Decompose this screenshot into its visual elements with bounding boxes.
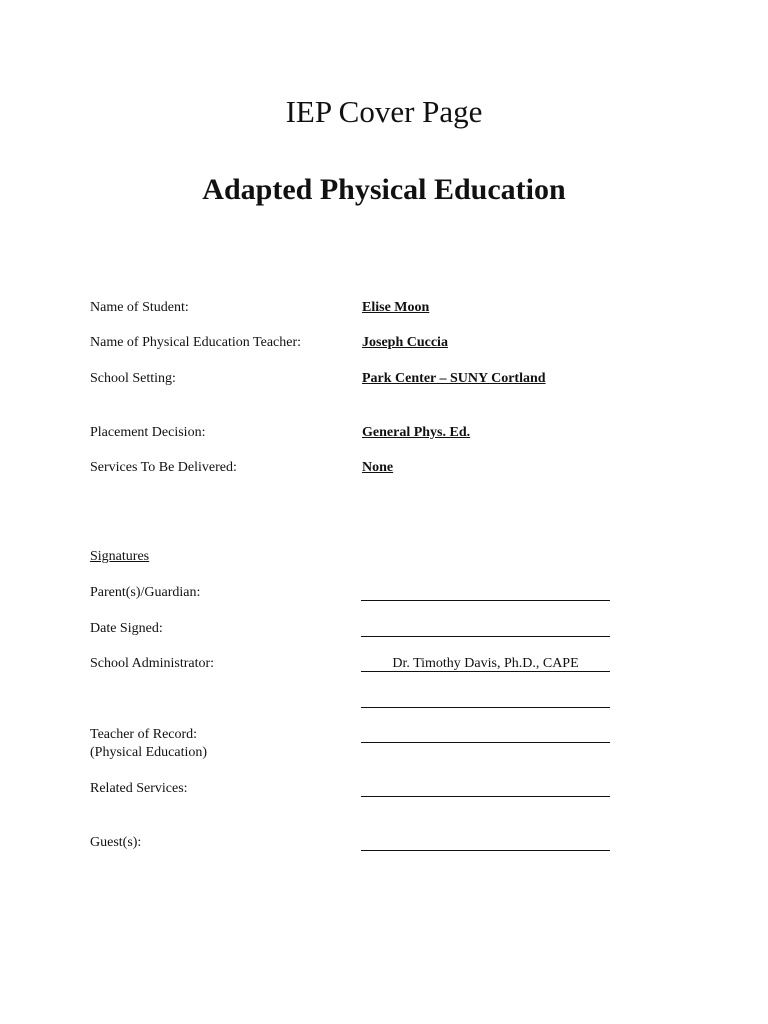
related-services-label: Related Services: bbox=[90, 781, 188, 796]
parent-guardian-label: Parent(s)/Guardian: bbox=[90, 585, 201, 600]
extra-signature-line[interactable] bbox=[361, 707, 610, 708]
placement-decision-label: Placement Decision: bbox=[90, 425, 206, 440]
teacher-name-value: Joseph Cuccia bbox=[362, 335, 448, 350]
date-signed-label: Date Signed: bbox=[90, 621, 163, 636]
page-title: IEP Cover Page bbox=[285, 94, 483, 129]
teacher-of-record-label: Teacher of Record: bbox=[90, 727, 198, 742]
teacher-name-label: Name of Physical Education Teacher: bbox=[90, 335, 302, 350]
school-setting-label: School Setting: bbox=[90, 371, 176, 386]
school-setting-value: Park Center – SUNY Cortland bbox=[362, 371, 546, 386]
teacher-of-record-signature-line[interactable] bbox=[361, 742, 610, 743]
teacher-of-record-sublabel: (Physical Education) bbox=[90, 745, 208, 760]
related-services-signature-line[interactable] bbox=[361, 796, 610, 797]
student-name-label: Name of Student: bbox=[90, 300, 189, 315]
parent-guardian-signature-line[interactable] bbox=[361, 600, 610, 601]
signatures-heading: Signatures bbox=[90, 549, 150, 564]
page-subtitle: Adapted Physical Education bbox=[202, 173, 566, 206]
services-value: None bbox=[362, 460, 394, 475]
school-administrator-label: School Administrator: bbox=[90, 656, 215, 671]
guests-signature-line[interactable] bbox=[361, 850, 610, 851]
date-signed-line[interactable] bbox=[361, 636, 610, 637]
school-administrator-signature-line[interactable] bbox=[361, 671, 610, 672]
placement-decision-value: General Phys. Ed. bbox=[362, 425, 471, 440]
student-name-value: Elise Moon bbox=[362, 300, 430, 315]
services-label: Services To Be Delivered: bbox=[90, 460, 237, 475]
guests-label: Guest(s): bbox=[90, 835, 142, 850]
school-administrator-name: Dr. Timothy Davis, Ph.D., CAPE bbox=[392, 656, 579, 671]
